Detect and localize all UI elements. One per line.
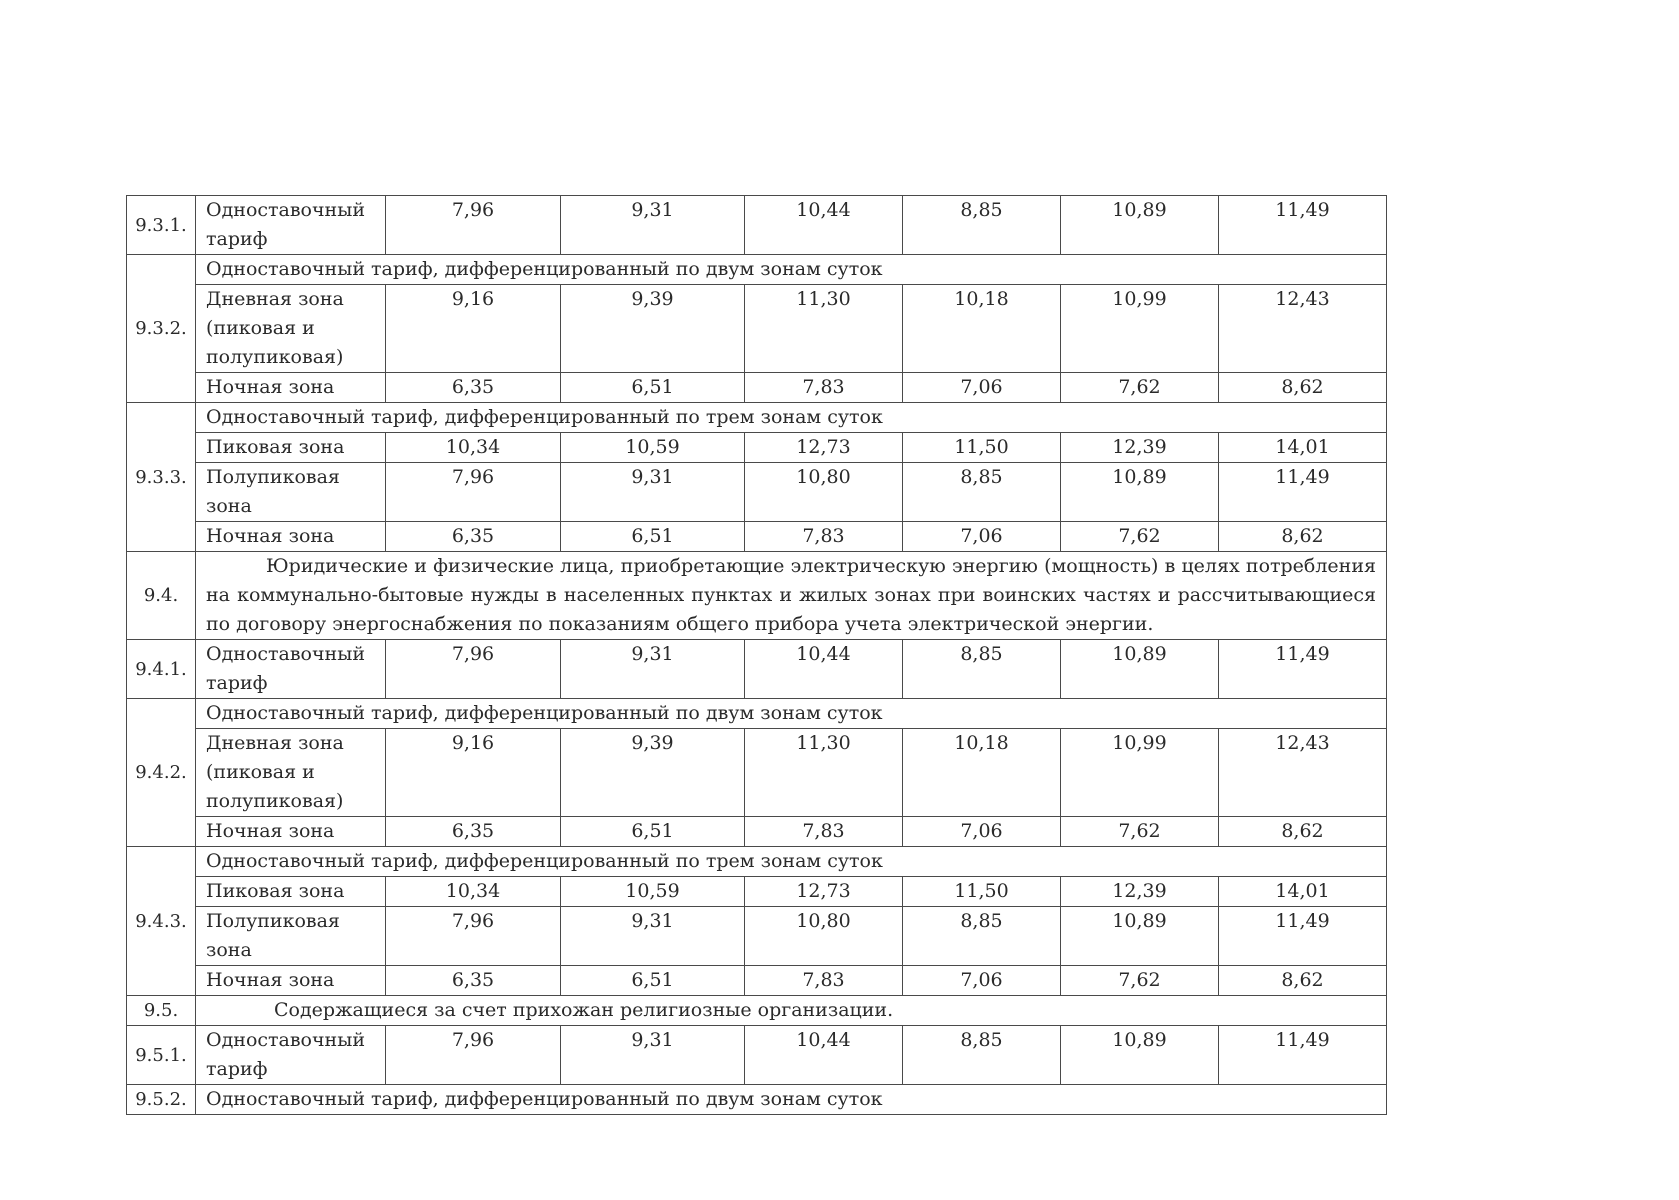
tariff-value-cell: 6,35 — [386, 817, 561, 847]
item-number: 9.4.3. — [127, 847, 196, 996]
tariff-value-cell: 7,83 — [745, 522, 903, 552]
tariff-value-cell: 12,39 — [1061, 877, 1219, 907]
tariff-value-cell: 6,35 — [386, 522, 561, 552]
tariff-value-cell: 10,80 — [745, 907, 903, 966]
group-header: Одноставочный тариф, дифференцированный по трем зонам суток — [196, 403, 1387, 433]
tariff-value-cell: 7,83 — [745, 373, 903, 403]
zone-label: Ночная зона — [196, 373, 386, 403]
tariff-value-cell: 10,99 — [1061, 285, 1219, 373]
tariff-value-cell: 10,80 — [745, 463, 903, 522]
tariff-row — [127, 196, 1387, 255]
tariff-value-cell: 10,44 — [745, 640, 903, 699]
tariff-value-cell: 8,85 — [903, 1026, 1061, 1085]
group-header-row — [127, 699, 1387, 729]
tariff-value-cell: 6,35 — [386, 966, 561, 996]
tariff-value-cell: 11,49 — [1219, 907, 1387, 966]
tariff-value-cell: 7,62 — [1061, 522, 1219, 552]
zone-row — [127, 877, 1387, 907]
tariff-value-cell: 7,96 — [386, 196, 561, 255]
tariff-value-cell: 10,18 — [903, 285, 1061, 373]
tariff-value-cell: 9,31 — [561, 1026, 745, 1085]
zone-label: Ночная зона — [196, 817, 386, 847]
tariff-value-cell: 8,85 — [903, 907, 1061, 966]
zone-row — [127, 817, 1387, 847]
zone-label: Пиковая зона — [196, 877, 386, 907]
tariff-value-cell: 10,89 — [1061, 463, 1219, 522]
tariff-value-cell: 11,49 — [1219, 196, 1387, 255]
zone-label: Ночная зона — [196, 966, 386, 996]
zone-label: Полупиковая зона — [196, 907, 386, 966]
item-number: 9.5.1. — [127, 1026, 196, 1085]
item-number: 9.4.1. — [127, 640, 196, 699]
tariff-value-cell: 11,50 — [903, 433, 1061, 463]
tariff-value-cell: 8,85 — [903, 640, 1061, 699]
tariff-value-cell: 7,96 — [386, 640, 561, 699]
tariff-value-cell: 6,51 — [561, 966, 745, 996]
tariff-value-cell: 10,99 — [1061, 729, 1219, 817]
tariff-value-cell: 7,06 — [903, 966, 1061, 996]
zone-label: Ночная зона — [196, 522, 386, 552]
tariff-value-cell: 8,85 — [903, 463, 1061, 522]
tariff-label: Одноставочный тариф — [196, 1026, 386, 1085]
section-number: 9.4. — [127, 552, 196, 640]
tariff-value-cell: 6,35 — [386, 373, 561, 403]
section-title-text: Содержащиеся за счет прихожан религиозные организации. — [274, 999, 894, 1021]
tariff-value-cell: 9,16 — [386, 729, 561, 817]
section-title — [196, 996, 1387, 1026]
tariff-label: Одноставочный тариф — [196, 196, 386, 255]
group-header-row — [127, 847, 1387, 877]
tariff-value-cell: 10,89 — [1061, 1026, 1219, 1085]
tariff-value-cell: 10,89 — [1061, 196, 1219, 255]
item-number: 9.3.3. — [127, 403, 196, 552]
section-text: Юридические и физические лица, приобретающие электрическую энергию (мощность) в целях потребления на коммунально-бытовые нужды в населенных пунктах и жилых зонах при воинских частях и рассчитывающиеся по договору энергоснабжения по показаниям общего прибора учета электрической энергии. — [206, 555, 1376, 635]
group-header: Одноставочный тариф, дифференцированный по двум зонам суток — [196, 1085, 1387, 1115]
tariff-value-cell: 7,06 — [903, 373, 1061, 403]
tariff-value-cell: 8,62 — [1219, 373, 1387, 403]
tariff-row — [127, 640, 1387, 699]
tariff-value-cell: 8,62 — [1219, 817, 1387, 847]
zone-row — [127, 907, 1387, 966]
tariff-value-cell: 10,89 — [1061, 640, 1219, 699]
group-header: Одноставочный тариф, дифференцированный по двум зонам суток — [196, 699, 1387, 729]
group-header-row — [127, 403, 1387, 433]
tariff-row — [127, 1026, 1387, 1085]
tariff-value-cell: 7,06 — [903, 817, 1061, 847]
group-header-row — [127, 1085, 1387, 1115]
tariff-value-cell: 12,43 — [1219, 285, 1387, 373]
tariff-value-cell: 7,06 — [903, 522, 1061, 552]
tariff-value-cell: 10,34 — [386, 433, 561, 463]
tariff-value-cell: 9,31 — [561, 907, 745, 966]
section-number: 9.5. — [127, 996, 196, 1026]
tariff-value-cell: 12,73 — [745, 433, 903, 463]
tariff-value-cell: 7,96 — [386, 1026, 561, 1085]
item-number: 9.3.1. — [127, 196, 196, 255]
group-header-row — [127, 255, 1387, 285]
item-number: 9.3.2. — [127, 255, 196, 403]
tariff-value-cell: 12,73 — [745, 877, 903, 907]
tariff-value-cell: 10,59 — [561, 877, 745, 907]
tariff-value-cell: 12,39 — [1061, 433, 1219, 463]
tariff-value-cell: 9,16 — [386, 285, 561, 373]
tariff-value-cell: 8,62 — [1219, 522, 1387, 552]
tariff-value-cell: 7,62 — [1061, 966, 1219, 996]
item-number: 9.4.2. — [127, 699, 196, 847]
tariff-value-cell: 7,83 — [745, 817, 903, 847]
tariff-value-cell: 10,89 — [1061, 907, 1219, 966]
tariff-value-cell: 8,62 — [1219, 966, 1387, 996]
tariff-value-cell: 11,30 — [745, 729, 903, 817]
zone-row — [127, 285, 1387, 373]
tariff-value-cell: 10,44 — [745, 1026, 903, 1085]
tariff-value-cell: 7,62 — [1061, 817, 1219, 847]
tariff-value-cell: 9,39 — [561, 285, 745, 373]
tariff-value-cell: 10,18 — [903, 729, 1061, 817]
tariff-value-cell: 9,31 — [561, 463, 745, 522]
tariff-value-cell: 7,96 — [386, 907, 561, 966]
tariff-value-cell: 10,59 — [561, 433, 745, 463]
tariff-value-cell: 8,85 — [903, 196, 1061, 255]
section-title-row — [127, 996, 1387, 1026]
tariff-value-cell: 10,44 — [745, 196, 903, 255]
tariff-value-cell: 9,31 — [561, 196, 745, 255]
tariff-table — [126, 195, 1387, 1115]
zone-row — [127, 463, 1387, 522]
group-header: Одноставочный тариф, дифференцированный по двум зонам суток — [196, 255, 1387, 285]
tariff-label: Одноставочный тариф — [196, 640, 386, 699]
zone-label: Полупиковая зона — [196, 463, 386, 522]
tariff-value-cell: 11,49 — [1219, 1026, 1387, 1085]
zone-row — [127, 729, 1387, 817]
tariff-value-cell: 6,51 — [561, 817, 745, 847]
section-row — [127, 552, 1387, 640]
zone-row — [127, 966, 1387, 996]
tariff-value-cell: 11,50 — [903, 877, 1061, 907]
tariff-value-cell: 12,43 — [1219, 729, 1387, 817]
tariff-value-cell: 11,49 — [1219, 640, 1387, 699]
tariff-value-cell: 7,62 — [1061, 373, 1219, 403]
tariff-value-cell: 11,49 — [1219, 463, 1387, 522]
zone-label: Дневная зона (пиковая и полупиковая) — [196, 729, 386, 817]
zone-row — [127, 522, 1387, 552]
tariff-value-cell: 7,83 — [745, 966, 903, 996]
tariff-value-cell: 14,01 — [1219, 877, 1387, 907]
tariff-value-cell: 9,31 — [561, 640, 745, 699]
zone-row — [127, 373, 1387, 403]
zone-label: Дневная зона (пиковая и полупиковая) — [196, 285, 386, 373]
tariff-value-cell: 11,30 — [745, 285, 903, 373]
zone-row — [127, 433, 1387, 463]
section-description — [196, 552, 1387, 640]
tariff-value-cell: 9,39 — [561, 729, 745, 817]
item-number: 9.5.2. — [127, 1085, 196, 1115]
tariff-table-body — [127, 196, 1387, 1115]
tariff-value-cell: 7,96 — [386, 463, 561, 522]
zone-label: Пиковая зона — [196, 433, 386, 463]
tariff-value-cell: 6,51 — [561, 373, 745, 403]
tariff-value-cell: 14,01 — [1219, 433, 1387, 463]
tariff-value-cell: 6,51 — [561, 522, 745, 552]
tariff-value-cell: 10,34 — [386, 877, 561, 907]
group-header: Одноставочный тариф, дифференцированный по трем зонам суток — [196, 847, 1387, 877]
